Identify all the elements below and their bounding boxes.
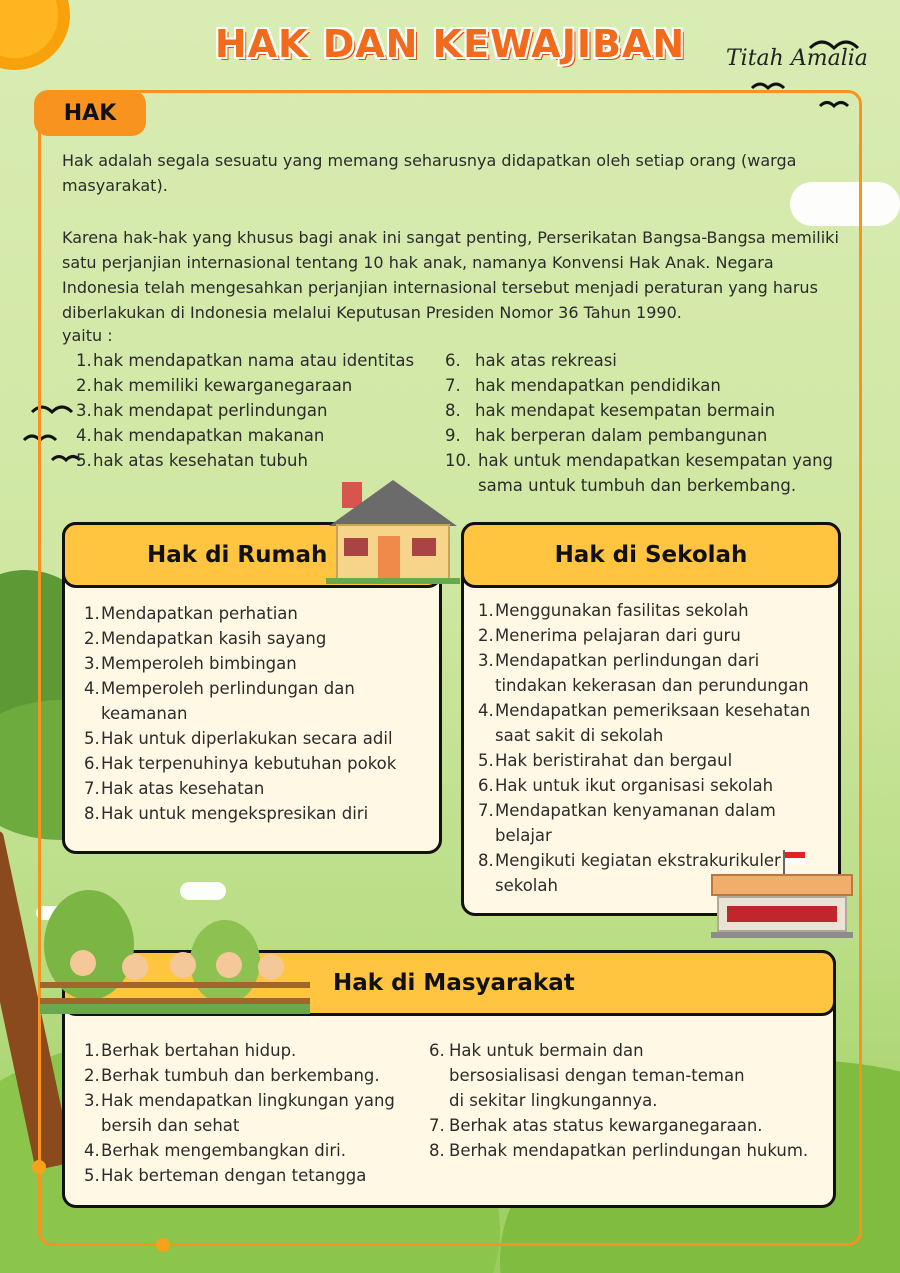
list-item: 5. Hak beristirahat dan bergaul	[478, 751, 733, 770]
list-item: 3. Hak mendapatkan lingkungan yang bersih dan sehat	[84, 1091, 395, 1135]
flower-icon	[32, 1160, 46, 1174]
list-item: 8. Berhak mendapatkan perlindungan hukum.	[429, 1141, 809, 1160]
list-item: 5. hak atas kesehatan tubuh	[76, 451, 308, 470]
hak-definition: Hak adalah segala sesuatu yang memang seharusnya didapatkan oleh setiap orang (warga masyarakat).	[62, 151, 797, 195]
page-title: HAK DAN KEWAJIBAN	[214, 22, 686, 66]
list-item: 7. hak mendapatkan pendidikan	[445, 376, 721, 395]
sekolah-list	[478, 598, 823, 898]
hak-anak-list-right	[445, 348, 850, 498]
sekolah-title: Hak di Sekolah	[554, 542, 748, 568]
list-item: 3. hak mendapat perlindungan	[76, 401, 328, 420]
list-item: 10. hak untuk mendapatkan kesempatan yang sama untuk tumbuh dan berkembang.	[445, 451, 834, 495]
list-item: 3. Memperoleh bimbingan	[84, 654, 297, 673]
school-illustration	[711, 874, 853, 938]
list-item: 1. hak mendapatkan nama atau identitas	[76, 351, 415, 370]
list-item: 9. hak berperan dalam pembangunan	[445, 426, 768, 445]
list-item: 2. Berhak tumbuh dan berkembang.	[84, 1066, 380, 1085]
list-item: 8. hak mendapat kesempatan bermain	[445, 401, 776, 420]
sekolah-header	[461, 522, 841, 588]
list-item: 7. Hak atas kesehatan	[84, 779, 265, 798]
rumah-title: Hak di Rumah	[147, 542, 328, 568]
list-item: 1. Berhak bertahan hidup.	[84, 1041, 297, 1060]
list-item: 6. Hak untuk bermain dan bersosialisasi dengan teman-teman di sekitar lingkungannya.	[429, 1041, 745, 1110]
list-item: 1. Mendapatkan perhatian	[84, 604, 298, 623]
house-illustration	[326, 474, 460, 586]
masyarakat-list-right	[429, 1038, 824, 1163]
list-item: 5. Hak berteman dengan tetangga	[84, 1166, 367, 1185]
author-signature: Titah Amalia	[726, 46, 868, 71]
list-item: 1. Menggunakan fasilitas sekolah	[478, 601, 749, 620]
list-item: 4. Berhak mengembangkan diri.	[84, 1141, 346, 1160]
list-item: 6. Hak terpenuhinya kebutuhan pokok	[84, 754, 397, 773]
list-item: 8. Mengikuti kegiatan ekstrakurikuler sekolah	[478, 851, 781, 895]
list-item: 7. Berhak atas status kewarganegaraan.	[429, 1116, 763, 1135]
list-item: 2. Menerima pelajaran dari guru	[478, 626, 741, 645]
list-item: 8. Hak untuk mengekspresikan diri	[84, 804, 369, 823]
hak-anak-list-left	[76, 348, 436, 473]
list-item: 2. Mendapatkan kasih sayang	[84, 629, 327, 648]
list-item: 7. Mendapatkan kenyamanan dalam belajar	[478, 801, 776, 845]
masyarakat-title: Hak di Masyarakat	[333, 970, 575, 996]
rumah-list	[84, 601, 434, 826]
list-item: 4. Memperoleh perlindungan dan keamanan	[84, 679, 355, 723]
list-item: 4. Mendapatkan pemeriksaan kesehatan saat sakit di sekolah	[478, 701, 811, 745]
hak-badge: HAK	[34, 90, 146, 136]
hak-paragraph: Karena hak-hak yang khusus bagi anak ini sangat penting, Perserikatan Bangsa-Bangsa memiliki satu perjanjian internasional tentang 10 hak anak, namanya Konvensi Hak Anak. Negara Indonesia telah mengesahkan perjanjian internasional tersebut menjadi peraturan yang harus diberlakukan di Indonesia melalui Keputusan Presiden Nomor 36 Tahun 1990.	[62, 228, 839, 322]
children-playing-illustration	[40, 890, 310, 1014]
list-item: 6. hak atas rekreasi	[445, 351, 617, 370]
list-item: 3. Mendapatkan perlindungan dari tindakan kekerasan dan perundungan	[478, 651, 809, 695]
list-item: 5. Hak untuk diperlakukan secara adil	[84, 729, 393, 748]
hak-intro: yaitu :	[62, 326, 113, 345]
masyarakat-list-left	[84, 1038, 424, 1188]
list-item: 6. Hak untuk ikut organisasi sekolah	[478, 776, 774, 795]
flower-icon	[156, 1238, 170, 1252]
list-item: 4. hak mendapatkan makanan	[76, 426, 325, 445]
list-item: 2. hak memiliki kewarganegaraan	[76, 376, 353, 395]
